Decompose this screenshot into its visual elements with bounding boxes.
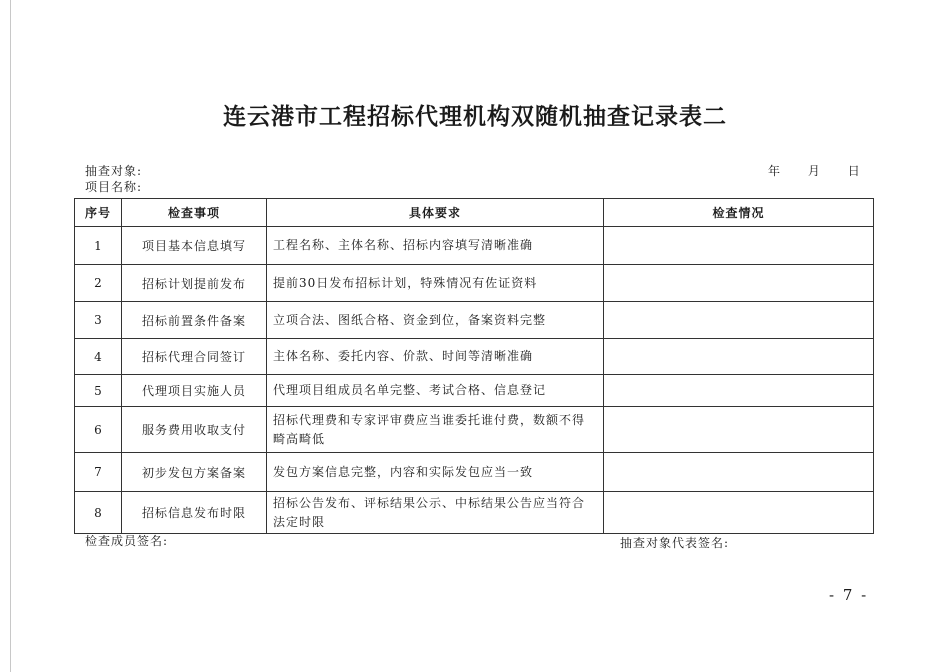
row-item: 招标代理合同签订 [122, 339, 267, 375]
row-number: 4 [75, 339, 122, 375]
row-number: 2 [75, 265, 122, 302]
row-requirement: 招标公告发布、评标结果公示、中标结果公告应当符合法定时限 [267, 492, 604, 534]
column-header-status: 检查情况 [604, 199, 874, 227]
row-number: 7 [75, 453, 122, 492]
row-status-cell[interactable] [604, 375, 874, 407]
row-status-cell[interactable] [604, 453, 874, 492]
row-item: 代理项目实施人员 [122, 375, 267, 407]
row-number: 5 [75, 375, 122, 407]
table-row [75, 339, 874, 375]
table-row [75, 302, 874, 339]
date-year-label: 年 [768, 164, 781, 178]
row-requirement: 主体名称、委托内容、价款、时间等清晰准确 [267, 339, 604, 375]
date-month-label: 月 [807, 164, 820, 178]
row-item: 初步发包方案备案 [122, 453, 267, 492]
row-number: 6 [75, 407, 122, 453]
row-number: 1 [75, 227, 122, 265]
table-row [75, 453, 874, 492]
column-header-requirement: 具体要求 [267, 199, 604, 227]
row-status-cell[interactable] [604, 302, 874, 339]
row-item: 项目基本信息填写 [122, 227, 267, 265]
row-number: 3 [75, 302, 122, 339]
table-header-row [75, 199, 874, 227]
row-status-cell[interactable] [604, 227, 874, 265]
row-number: 8 [75, 492, 122, 534]
row-requirement: 代理项目组成员名单完整、考试合格、信息登记 [267, 375, 604, 407]
row-requirement: 立项合法、图纸合格、资金到位，备案资料完整 [267, 302, 604, 339]
row-status-cell[interactable] [604, 339, 874, 375]
row-requirement: 工程名称、主体名称、招标内容填写清晰准确 [267, 227, 604, 265]
subject-representative-signature-label: 抽查对象代表签名: [620, 536, 730, 550]
inspector-signature-label: 检查成员签名: [85, 534, 169, 548]
document-title: 连云港市工程招标代理机构双随机抽查记录表二 [223, 104, 727, 130]
page-number: - 7 - [829, 586, 869, 604]
project-name-label: 项目名称: [85, 180, 143, 194]
row-item: 招标计划提前发布 [122, 265, 267, 302]
row-status-cell[interactable] [604, 492, 874, 534]
table-row [75, 227, 874, 265]
column-header-item: 检查事项 [122, 199, 267, 227]
row-requirement: 招标代理费和专家评审费应当谁委托谁付费，数额不得畸高畸低 [267, 407, 604, 453]
row-requirement: 提前30日发布招标计划，特殊情况有佐证资料 [267, 265, 604, 302]
table-row [75, 375, 874, 407]
row-status-cell[interactable] [604, 265, 874, 302]
table-row [75, 265, 874, 302]
subject-label: 抽查对象: [85, 164, 143, 178]
row-item: 招标信息发布时限 [122, 492, 267, 534]
row-item: 服务费用收取支付 [122, 407, 267, 453]
date-field [768, 162, 860, 179]
table-row [75, 407, 874, 453]
row-requirement: 发包方案信息完整，内容和实际发包应当一致 [267, 453, 604, 492]
row-status-cell[interactable] [604, 407, 874, 453]
table-row [75, 492, 874, 534]
column-header-no: 序号 [75, 199, 122, 227]
inspection-record-table [74, 198, 874, 534]
date-day-label: 日 [847, 164, 860, 178]
row-item: 招标前置条件备案 [122, 302, 267, 339]
